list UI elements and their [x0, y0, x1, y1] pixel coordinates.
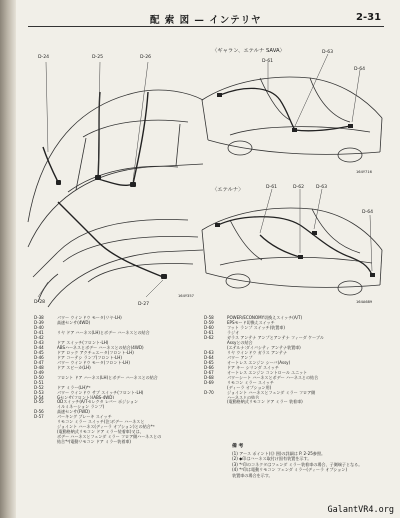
figure-code-right-top: 164Y716: [356, 170, 372, 174]
trunk-wiring-diagram-eterna: [200, 195, 384, 310]
connector-description: ジョイント ハーネスとフェンダ ミラー フロア側: [227, 389, 316, 395]
connector-label-d27: D-27: [138, 302, 150, 307]
note-line: (4) *³印は電動リモコン フェンダ ミラー(ディーラ オプション): [232, 467, 348, 473]
connector-description: ドア ロック アクチュエータ(フロント-LH): [57, 349, 134, 355]
page-title: 配 索 図 — インテリヤ: [150, 15, 262, 26]
header-rule: [28, 26, 384, 27]
page-binding-shadow: [0, 0, 16, 518]
connector-code: D-39: [34, 319, 44, 325]
connector-description: パワー ウインドウ モータ(フロント-LH): [57, 359, 130, 365]
connector-description: ドア ミラー(LH)*²: [57, 384, 91, 390]
interior-wiring-diagram-left: [28, 52, 203, 312]
connector-code: D-67: [204, 369, 214, 375]
connector-code: D-60: [204, 324, 214, 330]
connector-description: ドア キー シリンダ スイッチ: [227, 364, 279, 370]
connector-label-d28: D-28: [34, 300, 46, 305]
connector-code: D-42: [34, 334, 44, 340]
connector-description: (電動格納式リモコン ドア ミラー装着車)又は、: [57, 429, 144, 435]
diagram-caption-eterna: 〈エテルナ〉: [212, 187, 244, 193]
connector-label-d63-bottom: D-63: [316, 185, 328, 190]
page-number: 2-31: [356, 12, 382, 23]
connector-label-d64-bottom: D-64: [362, 210, 374, 215]
note-line: 装置車の場合を示す。: [232, 472, 273, 478]
connector-description: Gセンサ(フロント)(ABS-4WD): [57, 394, 114, 400]
note-line: (3) *²印のコネクタはフェンダ ミラー装着車の場合、子側端子となる。: [232, 461, 363, 467]
watermark: GalantVR4.org: [327, 505, 394, 515]
note-line: (1) アース ポイント(⑬ 囲)の詳細は P. 2-25参照。: [232, 450, 326, 456]
connector-description: (ディーラ オプション用): [227, 384, 272, 390]
connector-code: D-54: [34, 394, 44, 400]
connector-label-d63-top: D-63: [322, 50, 334, 55]
connector-code: D-56: [34, 409, 44, 415]
connector-description: パワーシート ハーネスとボデー ハーネスとの結合: [227, 374, 319, 380]
connector-code: D-62: [204, 334, 214, 340]
legend-row: [204, 399, 384, 404]
connector-description: パワー アンプ: [227, 354, 253, 360]
connector-code: D-43: [34, 339, 44, 345]
connector-code: D-59: [204, 319, 214, 325]
connector-code: D-44: [34, 344, 44, 350]
connector-code: D-69: [204, 379, 214, 385]
connector-code: D-65: [204, 359, 214, 365]
connector-description: ガラス アンテナ アンプとアンテナ フィーダ ケーブル: [227, 334, 324, 340]
connector-label-d61-top: D-61: [262, 59, 274, 64]
connector-code: D-48: [34, 364, 44, 370]
connector-description: ABSハーネスとボデー ハーネスとの結合(4WD): [57, 344, 144, 350]
connector-description: リヤ ドア ハーネス(LH)とボデー ハーネスとの結合: [57, 329, 150, 335]
notes-title: 備 考: [232, 444, 244, 449]
connector-description: ジョイント ハーネス(ディーラ オプション)との結合*³: [57, 424, 155, 430]
connector-description: 高速センサ(4WD): [57, 319, 91, 325]
connector-code: D-51: [34, 379, 44, 385]
connector-code: D-63: [204, 349, 214, 355]
connector-code: D-41: [34, 329, 44, 335]
diagram-caption-sava: 〈ギャラン、エテルナ SAVA〉: [212, 48, 285, 54]
connector-description: オートレス エンジン シーバ(Assy): [227, 359, 291, 365]
connector-description: POWER/ECONOMY切換えスイッチ(A/T): [227, 315, 303, 320]
connector-code: D-38: [34, 315, 44, 320]
connector-code: D-55: [34, 399, 44, 405]
connector-code: [204, 399, 227, 404]
connector-description: Assyとの結合: [227, 339, 253, 345]
connector-description: (電動格納式リモコン ドア ミラー 装着車): [227, 399, 303, 405]
connector-label-d25: D-25: [92, 55, 104, 60]
connector-code: D-46: [34, 354, 44, 360]
connector-code: [34, 439, 57, 444]
connector-code: D-40: [34, 324, 44, 330]
connector-code: D-50: [34, 374, 44, 380]
connector-description: ドア スピーカ(LH): [57, 364, 91, 370]
legend-row: [34, 439, 199, 444]
connector-code: D-64: [204, 354, 214, 360]
connector-description: フロント ドア ハーネス(LH)とボデー ハーネスとの結合: [57, 374, 158, 380]
connector-code: D-53: [34, 389, 44, 395]
connector-code: D-57: [34, 414, 44, 420]
figure-code-left: 164Y357: [178, 294, 194, 298]
connector-label-d26: D-26: [140, 55, 152, 60]
connector-code: D-70: [204, 389, 214, 395]
connector-description: パワー ウインドウ サブ スイッチ(フロント-LH): [57, 389, 144, 395]
connector-code: D-49: [34, 369, 44, 375]
connector-code: D-45: [34, 349, 44, 355]
figure-code-right-bottom: 164A689: [356, 300, 373, 304]
notes-section: [232, 444, 392, 479]
connector-description: EPSモード切換えスイッチ: [227, 319, 275, 325]
connector-description: ハーネスとの結合: [227, 394, 260, 400]
connector-legend-left: [34, 315, 199, 444]
connector-code: D-52: [34, 384, 44, 390]
connector-description: リモコン ミラー スイッチ(注:ボデー ハーネスと: [57, 419, 145, 425]
connector-code: D-68: [204, 374, 214, 380]
connector-code: D-47: [34, 359, 44, 365]
connector-label-d62-bottom: D-62: [293, 185, 305, 190]
connector-description: フット ランプ スイッチ(装置車): [227, 324, 285, 330]
connector-label-d24: D-24: [38, 55, 50, 60]
connector-description: ドア スイッチ(フロント-LH): [57, 339, 109, 345]
connector-description: リヤ ウインドウ ガラス アンテナ: [227, 349, 288, 355]
connector-description: (エテルナ:ダイバシティ アンテナ装置車): [227, 344, 301, 350]
connector-description: 高速センサ(FWD): [57, 409, 90, 415]
connector-description: パーキング ブレーキ スイッチ: [57, 414, 112, 420]
connector-code: D-61: [204, 329, 214, 335]
connector-description: イルミネーション ランプ): [57, 404, 105, 410]
connector-description: ラジオ: [227, 329, 240, 335]
connector-description: ボデー ハーネスとフェンダ ミラー フロア側ハーネスとの: [57, 434, 162, 440]
connector-legend-right: [204, 315, 384, 404]
connector-description: リモコン ミラー スイッチ: [227, 379, 274, 385]
connector-description: ドア コーテシ ランプ(フロント-LH): [57, 354, 122, 360]
connector-description: ODスイッチ(A/Tセレクタ レバー ポジション: [57, 399, 139, 405]
connector-label-d64-top: D-64: [354, 67, 366, 72]
note-line: (2) ◆印はハーネス取付け固有装置を示す。: [232, 456, 312, 462]
trunk-wiring-diagram-sava: [200, 60, 384, 175]
connector-description: オートレス エンジン コントロール ユニット: [227, 369, 308, 375]
connector-description: 結合*⁴(電動リモコン ドア ミラー装着車): [57, 439, 132, 445]
connector-code: D-66: [204, 364, 214, 370]
connector-label-d61-bottom: D-61: [266, 185, 278, 190]
connector-description: パワー ウインドウ モータ(リヤ-LH): [57, 315, 122, 320]
connector-code: D-58: [204, 315, 214, 320]
